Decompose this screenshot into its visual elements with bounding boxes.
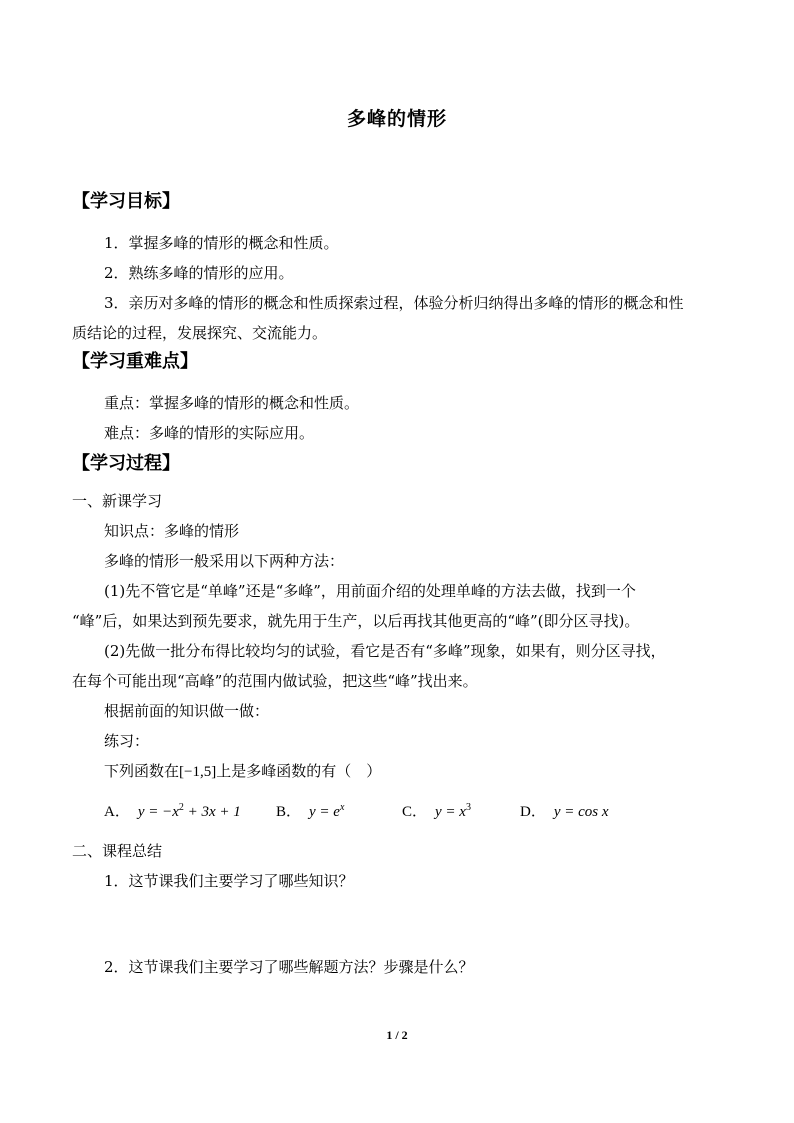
methods-intro: 多峰的情形一般采用以下两种方法： <box>104 552 345 570</box>
section-keypoints-heading: 【学习重难点】 <box>72 351 198 372</box>
method1-line2: “峰”后，如果达到预先要求，就先用于生产，以后再找其他更高的“峰”(即分区寻找)。 <box>72 612 640 630</box>
keypoint-difficulty: 难点：多峰的情形的实际应用。 <box>104 424 315 442</box>
practice-question <box>104 760 381 783</box>
method2-line2: 在每个可能出现“高峰”的范围内做试验，把这些“峰”找出来。 <box>72 672 478 690</box>
keypoint-focus: 重点：掌握多峰的情形的概念和性质。 <box>104 394 360 412</box>
option-a-letter: A． <box>104 804 130 820</box>
option-b-letter: B． <box>276 804 302 820</box>
question-pre: 下列函数在 <box>104 762 180 780</box>
summary-question-1: 1．这节课我们主要学习了哪些知识？ <box>104 872 354 890</box>
option-d <box>520 800 609 823</box>
objective-3-continued: 质结论的过程，发展探究、交流能力。 <box>72 324 328 342</box>
knowledge-point: 知识点：多峰的情形 <box>104 522 240 540</box>
practice-intro: 根据前面的知识做一做： <box>104 702 270 720</box>
section-objectives-heading: 【学习目标】 <box>72 191 180 212</box>
part1-heading: 一、新课学习 <box>72 492 163 510</box>
method2-line1: (2)先做一批分布得比较均匀的试验，看它是否有“多峰”现象，如果有，则分区寻找， <box>104 642 666 660</box>
option-a <box>104 800 241 823</box>
summary-question-2: 2．这节课我们主要学习了哪些解题方法？步骤是什么？ <box>104 958 474 976</box>
page-title: 多峰的情形 <box>346 108 447 130</box>
objective-3: 3．亲历对多峰的情形的概念和性质探索过程，体验分析归纳得出多峰的情形的概念和性 <box>104 294 684 312</box>
part2-heading: 二、课程总结 <box>72 842 163 860</box>
method1-line1: (1)先不管它是“单峰”还是“多峰”，用前面介绍的处理单峰的方法去做，找到一个 <box>104 582 636 600</box>
section-process-heading: 【学习过程】 <box>72 453 180 474</box>
option-a-expression: $y = -x^2 + 3x + 1$ <box>137 802 241 820</box>
objective-1: 1．掌握多峰的情形的概念和性质。 <box>104 234 339 252</box>
option-d-letter: D． <box>520 804 546 820</box>
option-c-expression: $y = x^3$ <box>435 802 471 820</box>
option-c <box>402 800 471 823</box>
option-d-expression: y = cos x <box>553 804 609 820</box>
question-post: 上是多峰函数的有（ ） <box>216 762 382 780</box>
option-c-letter: C． <box>402 804 428 820</box>
practice-label: 练习： <box>104 732 150 750</box>
objective-2: 2．熟练多峰的情形的应用。 <box>104 264 294 282</box>
question-interval: [−1,5] <box>179 764 217 780</box>
option-b-expression: $y = e^x$ <box>309 802 345 820</box>
page-number: 1 / 2 <box>386 1028 408 1042</box>
option-b <box>276 800 344 823</box>
